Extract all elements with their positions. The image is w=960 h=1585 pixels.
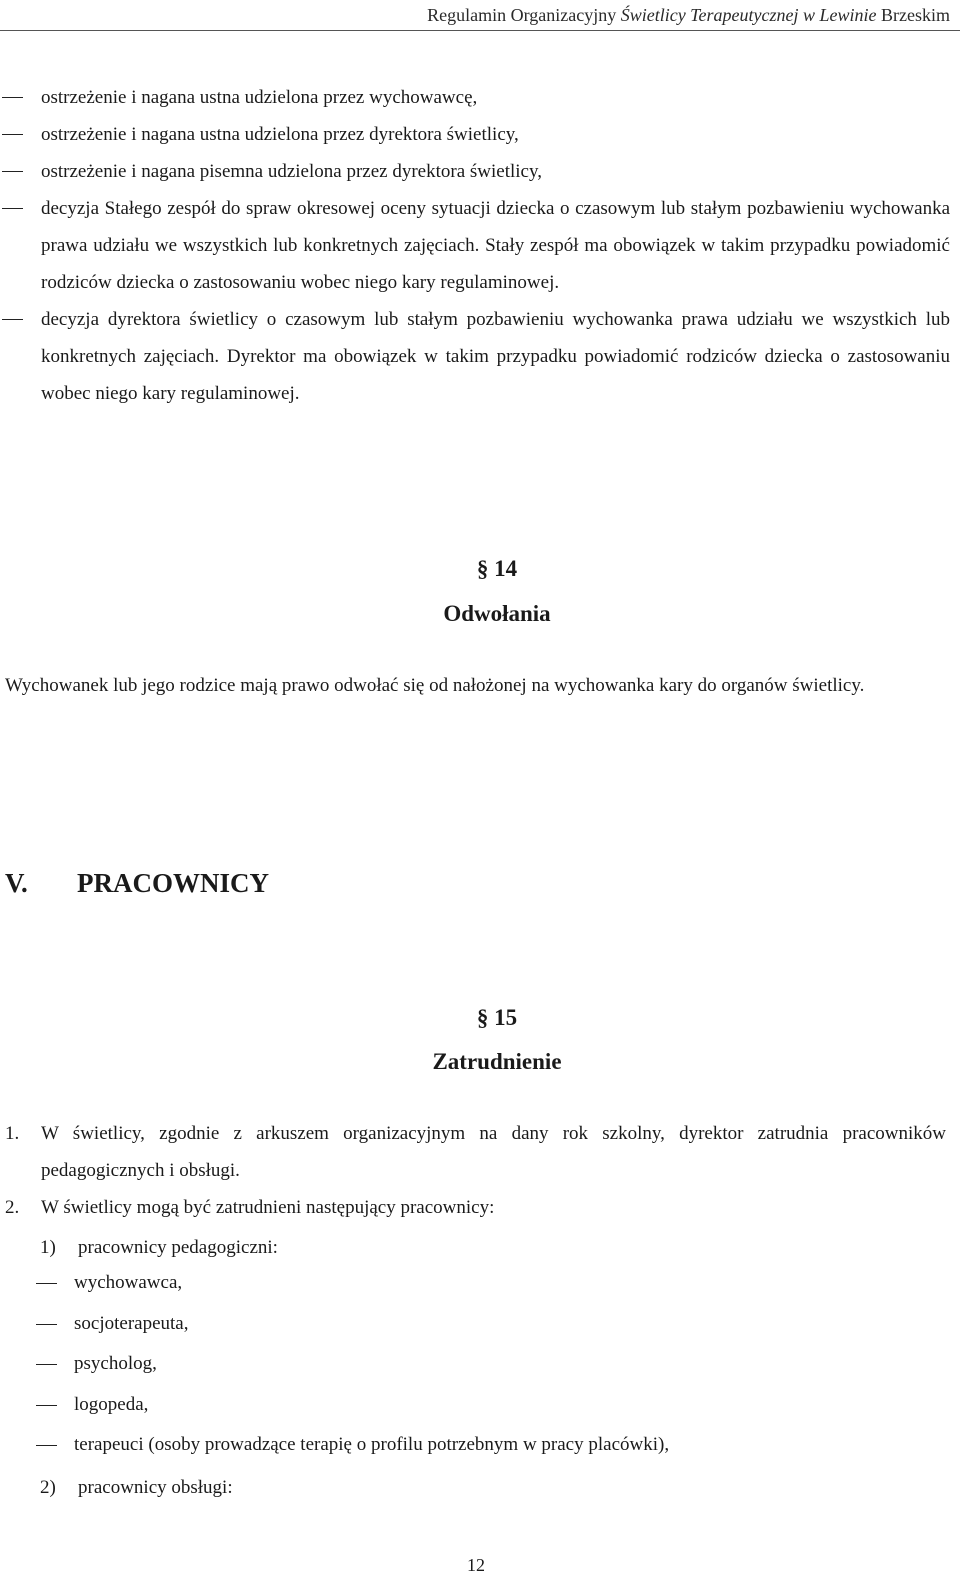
list-item	[0, 1344, 950, 1385]
section-14-number	[0, 556, 960, 582]
numbered-item	[5, 1189, 946, 1226]
list-item	[0, 1304, 950, 1345]
list-item	[0, 190, 950, 301]
chapter-number: V.	[5, 868, 28, 898]
section-14-title: Odwołania	[443, 601, 551, 626]
list-item-text: logopeda,	[74, 1393, 149, 1415]
section-15-title: Zatrudnienie	[432, 1049, 562, 1074]
list-item-text: terapeuci (osoby prowadzące terapię o profilu potrzebnym w pracy placówki),	[74, 1434, 670, 1455]
list-item-text: ostrzeżenie i nagana pisemna udzielona przez dyrektora świetlicy,	[41, 161, 542, 182]
group-number: 2)	[40, 1477, 56, 1498]
list-item	[0, 79, 950, 116]
section-sign: §	[476, 1005, 489, 1030]
item-number: 2.	[5, 1197, 20, 1218]
chapter-title: PRACOWNICY	[77, 868, 269, 898]
section-14-text: Wychowanek lub jego rodzice mają prawo odwołać się od nałożonej na wychowanka kary do organów świetlicy.	[5, 675, 865, 696]
section-sign: §	[476, 556, 489, 581]
header-title-italic: Świetlicy Terapeutycznej w Lewinie	[620, 5, 877, 25]
list-item-text: psycholog,	[74, 1353, 157, 1374]
header-title-suffix: Brzeskim	[876, 5, 950, 25]
list-item-text: decyzja dyrektora świetlicy o czasowym lub stałym pozbawieniu wychowanka prawa udziału we wszystkich lub konkretnych zajęciach. Dyrektor ma obowiązek w takim przypadku powiadomić rodziców dziecka o zastosowaniu wobec niego kary regulaminowej.	[41, 309, 950, 404]
list-item-text: socjoterapeuta,	[74, 1312, 189, 1334]
group-service	[40, 1469, 233, 1506]
section-number: 15	[494, 1005, 518, 1030]
list-item-text: decyzja Stałego zespół do spraw okresowej oceny sytuacji dziecka o czasowym lub stałym pozbawieniu wychowanka prawa udziału we wszystkich lub konkretnych zajęciach. Stały zespół ma obowiązek w takim przypadku powiadomić rodziców dziecka o zastosowaniu wobec niego kary regulaminowej.	[41, 198, 950, 293]
numbered-item	[5, 1115, 946, 1189]
item-text: W świetlicy mogą być zatrudnieni następujący pracownicy:	[41, 1197, 495, 1218]
list-item	[0, 1263, 950, 1304]
group-label: pracownicy obsługi:	[78, 1477, 233, 1498]
list-item	[0, 1425, 950, 1466]
staff-list	[0, 1263, 950, 1466]
page-number: 12	[467, 1555, 485, 1575]
section-15-items	[5, 1115, 946, 1226]
list-item-text: ostrzeżenie i nagana ustna udzielona przez wychowawcę,	[41, 87, 478, 108]
header-rule	[0, 30, 960, 31]
section-number: 14	[494, 556, 518, 581]
header-title-prefix: Regulamin Organizacyjny	[427, 5, 621, 25]
chapter-heading	[5, 868, 269, 899]
section-15-number	[0, 1005, 960, 1031]
list-item	[0, 1385, 950, 1426]
list-item	[0, 301, 950, 412]
list-item-text: wychowawca,	[74, 1272, 183, 1293]
penalties-list	[0, 79, 950, 412]
group-pedagogical	[40, 1229, 278, 1266]
list-item-text: ostrzeżenie i nagana ustna udzielona przez dyrektora świetlicy,	[41, 124, 519, 145]
group-number: 1)	[40, 1237, 56, 1258]
item-text: W świetlicy, zgodnie z arkuszem organizacyjnym na dany rok szkolny, dyrektor zatrudnia pracowników pedagogicznych i obsługi.	[41, 1123, 946, 1181]
list-item	[0, 153, 950, 190]
group-label: pracownicy pedagogiczni:	[78, 1237, 278, 1258]
page-header	[427, 5, 950, 26]
item-number: 1.	[5, 1123, 20, 1144]
list-item	[0, 116, 950, 153]
